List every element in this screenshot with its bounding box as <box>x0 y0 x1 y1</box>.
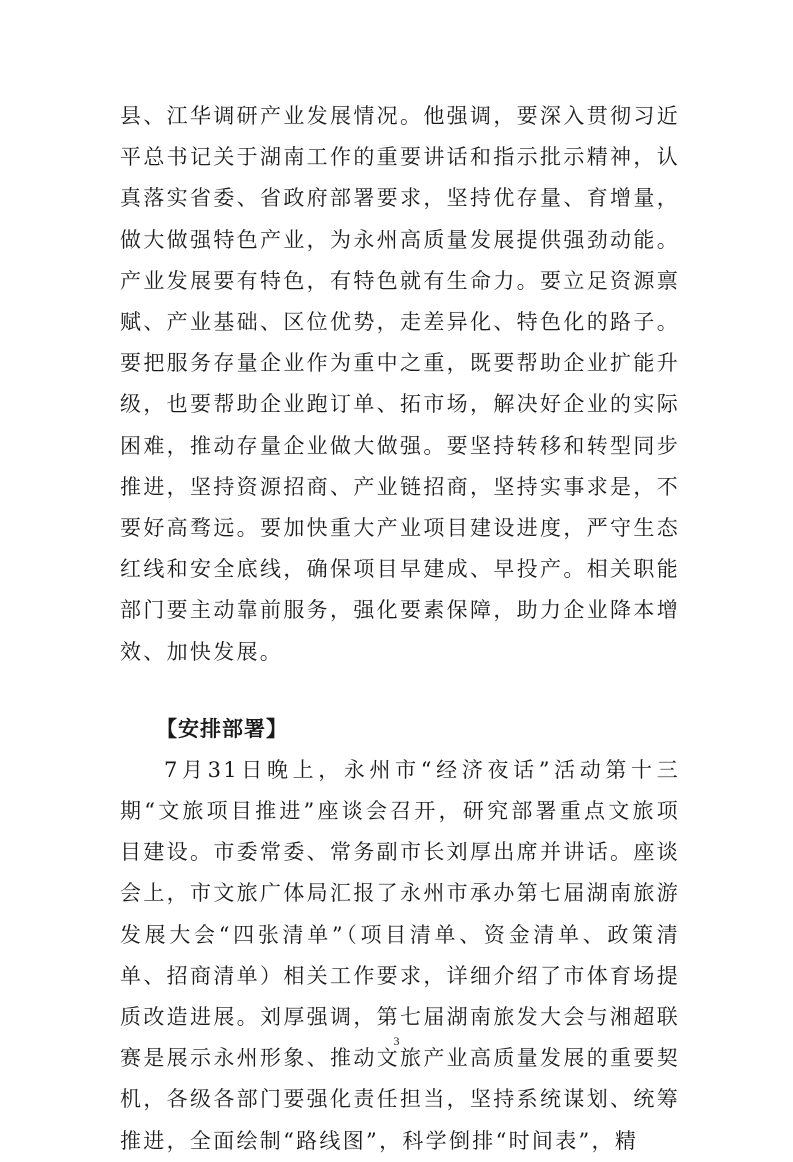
section-heading: 【安排部署】 <box>156 716 288 741</box>
paragraph-arrangement: 7月31日晚上，永州市“经济夜话”活动第十三期“文旅项目推进”座谈会召开，研究部署重点文旅项目建设。市委常委、常务副市长刘厚出席并讲话。座谈会上，市文旅广体局汇报了永州市承办第七届湖南旅游发展大会“四张清单”（项目清单、资金清单、政策清单、招商清单）相关工作要求，详细介绍了市体育场提质改造进展。刘厚强调，第七届湖南旅发大会与湘超联赛是展示永州形象、推动文旅产业高质量发展的重要契机，各级各部门要强化责任担当，坚持系统谋划、统筹推进，全面绘制“路线图”，科学倒排“时间表”，精 <box>120 757 680 1153</box>
page-body <box>120 96 680 1162</box>
paragraph-industry-development: 县、江华调研产业发展情况。他强调，要深入贯彻习近平总书记关于湖南工作的重要讲话和指示批示精神，认真落实省委、省政府部署要求，坚持优存量、育增量，做大做强特色产业，为永州高质量发展提供强劲动能。产业发展要有特色，有特色就有生命力。要立足资源禀赋、产业基础、区位优势，走差异化、特色化的路子。要把服务存量企业作为重中之重，既要帮助企业扩能升级，也要帮助企业跑订单、拓市场，解决好企业的实际困难，推动存量企业做大做强。要坚持转移和转型同步推进，坚持资源招商、产业链招商，坚持实事求是，不要好高骛远。要加快重大产业项目建设进度，严守生态红线和安全底线，确保项目早建成、早投产。相关职能部门要主动靠前服务，强化要素保障，助力企业降本增效、加快发展。 <box>120 104 680 664</box>
page-number: 3 <box>393 1034 400 1048</box>
